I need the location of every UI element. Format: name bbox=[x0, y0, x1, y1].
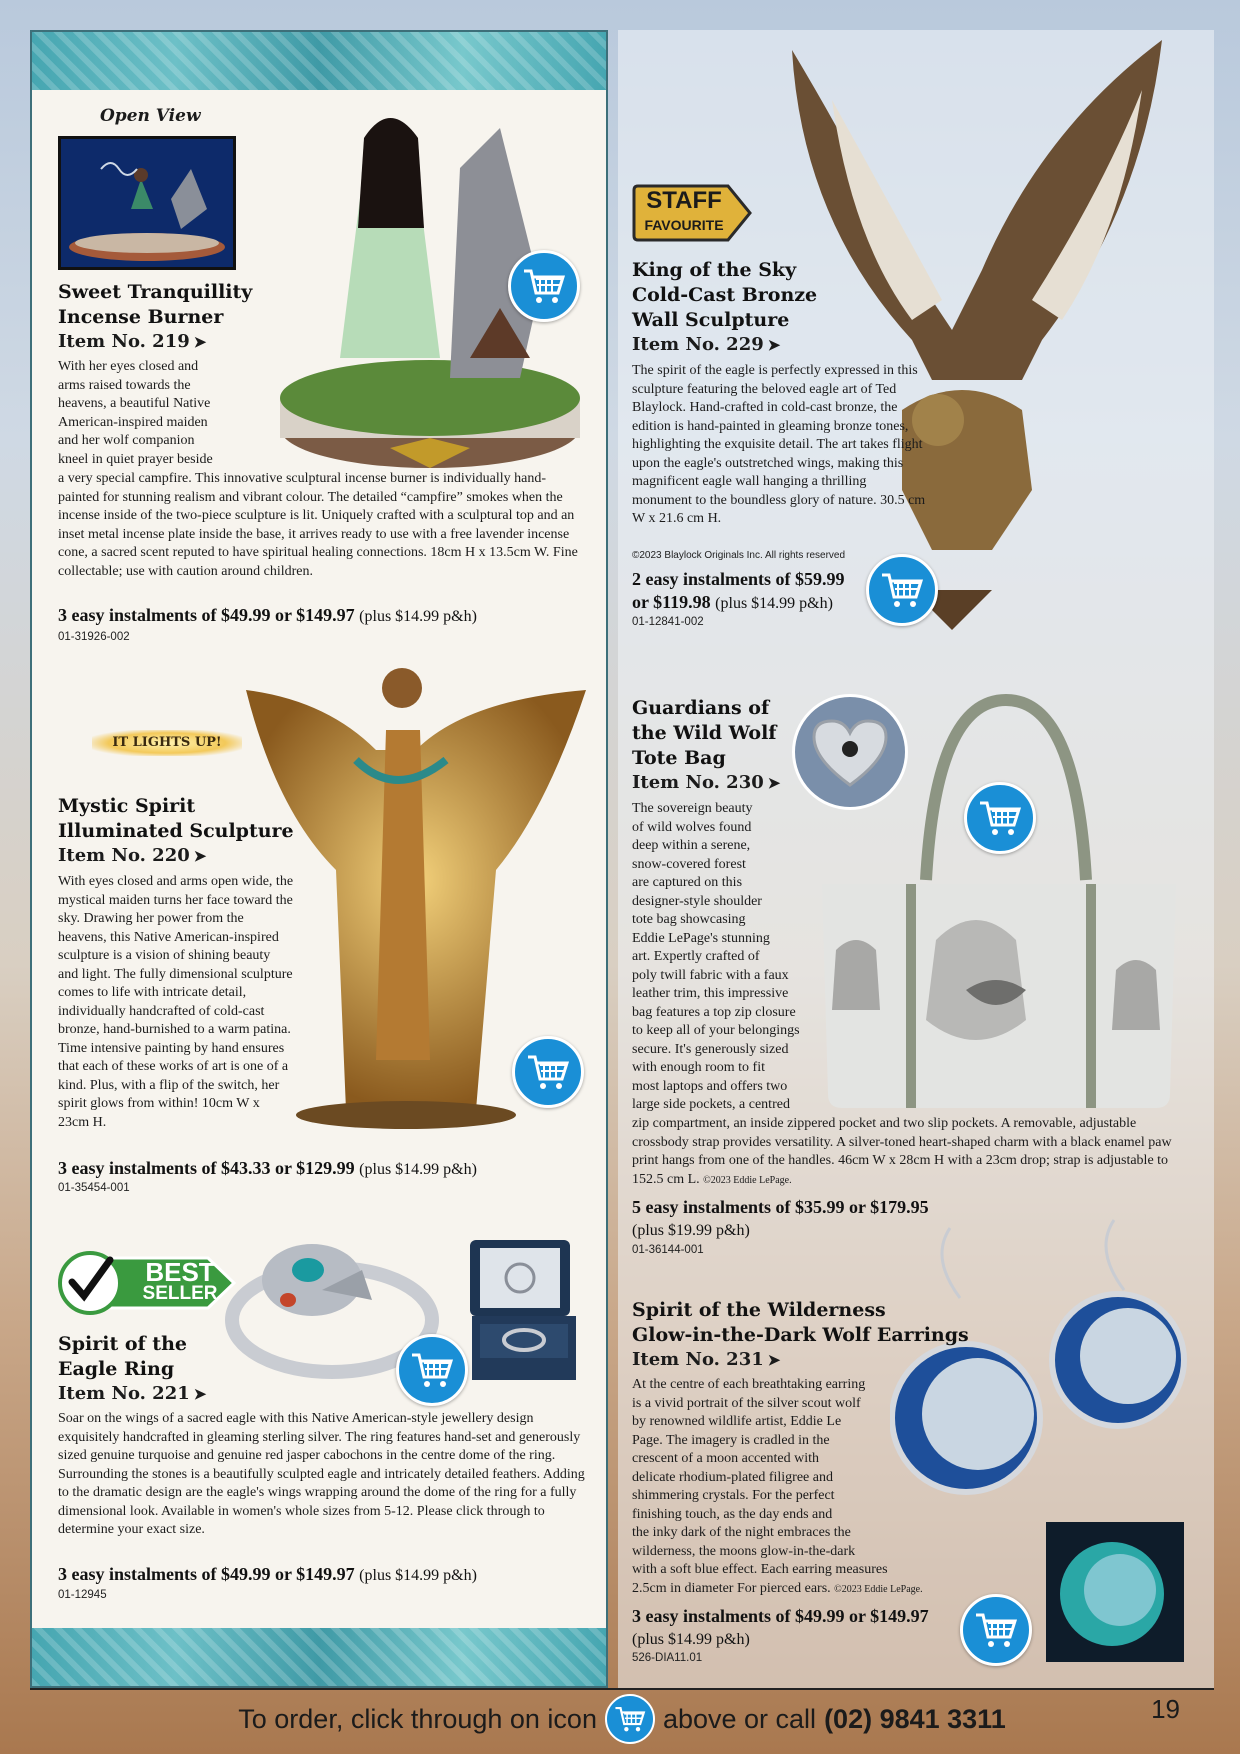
phone-number[interactable]: (02) 9841 3311 bbox=[824, 1703, 1006, 1734]
wolf-tote-bag-image bbox=[816, 690, 1182, 1112]
product-219-title: Sweet Tranquillity Incense Burner Item No. 219 ➤ bbox=[58, 280, 258, 354]
product-229-title: King of the Sky Cold-Cast Bronze Wall Sculpture Item No. 229 ➤ bbox=[632, 258, 872, 357]
cart-button-221[interactable] bbox=[396, 1334, 468, 1406]
cart-button-229[interactable] bbox=[866, 554, 938, 626]
order-footer bbox=[30, 1690, 1214, 1748]
lights-up-badge: IT LIGHTS UP! bbox=[92, 730, 242, 756]
product-229-price: 2 easy instalments of $59.99 or $119.98 (plus $14.99 p&h) bbox=[632, 569, 845, 612]
cart-button-231[interactable] bbox=[960, 1594, 1032, 1666]
product-229-body: The spirit of the eagle is perfectly expressed in this sculpture featuring the beloved eagle art of Ted Blaylock. Hand-crafted in cold-cast bronze, the edition is hand-painted in gleaming bronze tones, highlighting the exquisite detail. The art takes flight upon the eagle's outstretched wings, making this magnificent eagle wall hanging a thrilling monument to the boundless glory of nature. 30.5 cm W x 21.6 cm H. bbox=[632, 363, 926, 526]
product-220-title: Mystic Spirit Illuminated Sculpture Item No. 220 ➤ bbox=[58, 794, 298, 868]
shopping-cart-icon bbox=[410, 1351, 454, 1389]
product-230-code: 01-36144-001 bbox=[632, 1244, 704, 1256]
product-221-body: Soar on the wings of a sacred eagle with this Native American-style jewellery design exquisitely handcrafted in gleaming sterling silver. The ring features hand-set and generously sized genuine turquoise and genuine red jasper cabochons in the centre dome of the ring. Surrounding the stones is a beautifully sculpted eagle and intricately detailed feathers. Adding to the dramatic design are the eagle's wings wrapping around the dome of the ring for a fully dimensional look. Available in women's whole sizes from 5-12. Please click through to determine your exact size. bbox=[58, 1411, 585, 1537]
product-221-price: 3 easy instalments of $49.99 or $149.97 (plus $14.99 p&h) bbox=[58, 1564, 477, 1584]
open-view-image bbox=[58, 136, 236, 270]
product-231-price: 3 easy instalments of $49.99 or $149.97 (plus $14.99 p&h) bbox=[632, 1606, 929, 1648]
product-231-code: 526-DIA11.01 bbox=[632, 1652, 703, 1664]
arrow-right-icon: ➤ bbox=[193, 1385, 207, 1403]
product-219-code: 01-31926-002 bbox=[58, 631, 130, 643]
arrow-right-icon: ➤ bbox=[767, 336, 781, 354]
footer-cart-button[interactable] bbox=[605, 1694, 655, 1744]
arrow-right-icon: ➤ bbox=[767, 774, 781, 792]
shopping-cart-icon bbox=[974, 1611, 1018, 1649]
product-231-title: Spirit of the Wilderness Glow-in-the-Dark Wolf Earrings Item No. 231 ➤ bbox=[632, 1298, 972, 1372]
cart-button-219[interactable] bbox=[508, 250, 580, 322]
shopping-cart-icon bbox=[880, 571, 924, 609]
product-230-item-no: Item No. 230 ➤ bbox=[632, 772, 781, 793]
product-230-title: Guardians of the Wild Wolf Tote Bag Item No. 230 ➤ bbox=[632, 696, 802, 795]
product-230-body-narrow: The sovereign beauty of wild wolves found deep within a serene, snow-covered forest are captured on this designer-style shoulder tote bag showcasing Eddie LePage's stunning art. Expertly crafted of poly twill fabric with a faux leather trim, this impressive bag features a top zip closure to keep all of your belongings secure. It's generously sized with enough room to fit most laptops and offers two large side pockets, a centred bbox=[632, 801, 800, 1112]
product-221-item-no: Item No. 221 ➤ bbox=[58, 1383, 207, 1404]
page-number: 19 bbox=[1151, 1694, 1180, 1724]
product-219-body-narrow: With her eyes closed and arms raised towards the heavens, a beautiful Native American-inspired maiden and her wolf companion kneel in quiet prayer beside bbox=[58, 359, 213, 467]
product-219-item-no: Item No. 219 ➤ bbox=[58, 331, 207, 352]
ring-box-image bbox=[466, 1236, 582, 1386]
arrow-right-icon: ➤ bbox=[193, 333, 207, 351]
product-221-code: 01-12945 bbox=[58, 1589, 107, 1601]
shopping-cart-icon bbox=[526, 1053, 570, 1091]
staff-favourite-badge: STAFF FAVOURITE bbox=[632, 182, 754, 244]
product-220-price: 3 easy instalments of $43.33 or $129.99 (plus $14.99 p&h) bbox=[58, 1158, 477, 1178]
product-231-body: At the centre of each breathtaking earring is a vivid portrait of the silver scout wolf by renowned wildlife artist, Eddie Le Page. The imagery is cradled in the crescent of a moon accented with delicate rhodium-plated filigree and shimmering crystals. For the perfect finishing touch, as the day ends and the inky dark of the night embraces the wilderness, the moons glow-in-the-dark with a soft blue effect. Each earring measures 2.5cm in diameter For pierced ears. ©2023 Eddie LePage. bbox=[632, 1377, 923, 1596]
cart-button-220[interactable] bbox=[512, 1036, 584, 1108]
arrow-right-icon: ➤ bbox=[193, 847, 207, 865]
product-220-code: 01-35454-001 bbox=[58, 1182, 130, 1194]
best-seller-badge: BEST SELLER bbox=[58, 1248, 238, 1318]
product-230-price: 5 easy instalments of $35.99 or $179.95 (plus $19.99 p&h) bbox=[632, 1197, 929, 1239]
footer-text-after: above or call bbox=[662, 1703, 817, 1734]
product-219-body: a very special campfire. This innovative sculptural incense burner is individually hand-painted for stunning realism and vibrant colour. The detailed “campfire” smokes when the incense inside of the two-piece sculpture is lit. Uniquely crafted with a sculptural top and an inset metal incense plate inside the base, it arrives ready to use with a free lavender incense cone, a sacred scent reputed to have spiritual healing connections. 18cm H x 13.5cm W. Fine collectable; use with caution around children. bbox=[58, 471, 578, 579]
product-219-price: 3 easy instalments of $49.99 or $149.97 (plus $14.99 p&h) bbox=[58, 605, 477, 625]
product-221-title: Spirit of the Eagle Ring Item No. 221 ➤ bbox=[58, 1332, 258, 1406]
footer-text-before: To order, click through on icon bbox=[238, 1703, 597, 1734]
product-231-item-no: Item No. 231 ➤ bbox=[632, 1349, 781, 1370]
product-229-copyright: ©2023 Blaylock Originals Inc. All rights reserved bbox=[632, 550, 846, 561]
shopping-cart-icon bbox=[522, 267, 566, 305]
product-220-body: With eyes closed and arms open wide, the mystical maiden turns her face toward the sky. Drawing her power from the heavens, this Native American-inspired sculpture is a vision of shining beauty and light. The fully dimensional sculpture comes to life with intricate detail, individually handcrafted of cold-cast bronze, hand-burnished to a warm patina. Time intensive painting by hand ensures that each of these works of art is one of a kind. Plus, with a flip of the switch, her spirit glows from within! 10cm W x 23cm H. bbox=[58, 874, 294, 1130]
decorative-band-bottom bbox=[32, 1628, 606, 1686]
product-229-code: 01-12841-002 bbox=[632, 616, 704, 628]
arrow-right-icon: ➤ bbox=[767, 1351, 781, 1369]
shopping-cart-icon bbox=[614, 1705, 646, 1733]
product-220-item-no: Item No. 220 ➤ bbox=[58, 845, 207, 866]
open-view-label: Open View bbox=[100, 106, 201, 126]
product-229-item-no: Item No. 229 ➤ bbox=[632, 334, 781, 355]
product-230-body: zip compartment, an inside zippered pocket and two slip pockets. A removable, adjustable crossbody strap provides versatility. A silver-toned heart-shaped charm with a black enamel paw print hangs from one of the handles. 46cm W x 28cm H with a 23cm drop; strap is adjustable to 152.5 cm L. ©2023 Eddie LePage. bbox=[632, 1116, 1172, 1187]
